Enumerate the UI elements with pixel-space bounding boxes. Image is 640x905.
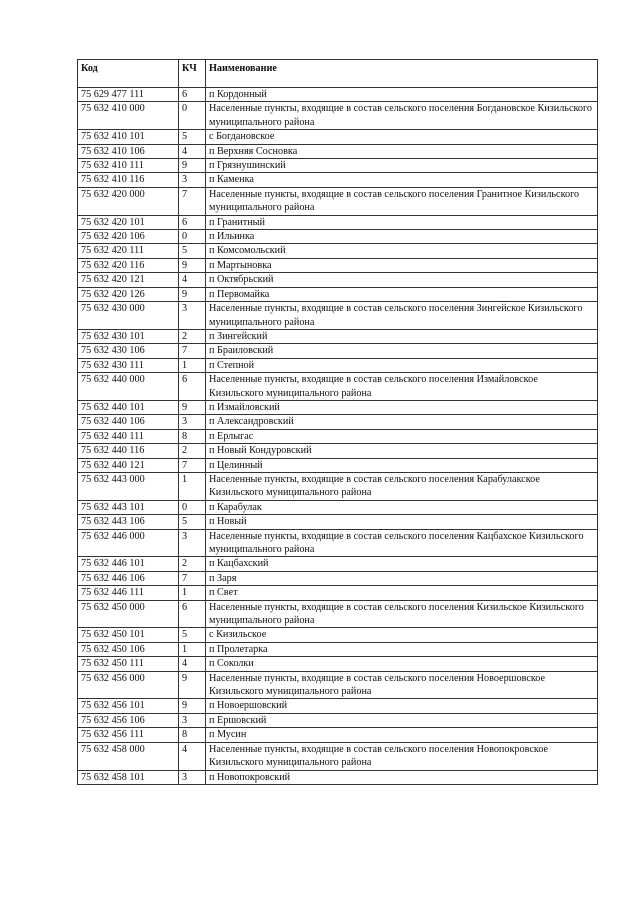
header-name: Наименование [206, 60, 598, 88]
cell-name: с Богдановское [206, 130, 598, 144]
table-row [78, 728, 598, 742]
document-page [77, 59, 597, 785]
cell-kch: 9 [179, 287, 206, 301]
cell-code: 75 632 440 106 [78, 415, 179, 429]
table-row [78, 88, 598, 102]
table-row [78, 187, 598, 215]
cell-kch: 9 [179, 159, 206, 173]
cell-name: п Зингейский [206, 329, 598, 343]
cell-name: п Ерлыгас [206, 429, 598, 443]
cell-kch: 1 [179, 586, 206, 600]
cell-code: 75 632 456 101 [78, 699, 179, 713]
table-row [78, 344, 598, 358]
cell-name: Населенные пункты, входящие в состав сельского поселения Кацбахское Кизильского муниципального района [206, 529, 598, 557]
cell-name: п Мартыновка [206, 258, 598, 272]
cell-name: п Соколки [206, 657, 598, 671]
cell-kch: 2 [179, 557, 206, 571]
cell-kch: 3 [179, 415, 206, 429]
cell-kch: 3 [179, 770, 206, 784]
cell-kch: 9 [179, 400, 206, 414]
table-row [78, 600, 598, 628]
cell-code: 75 632 456 000 [78, 671, 179, 699]
table-row [78, 742, 598, 770]
cell-name: п Грязнушинский [206, 159, 598, 173]
cell-name: п Свет [206, 586, 598, 600]
cell-kch: 3 [179, 713, 206, 727]
cell-kch: 6 [179, 373, 206, 401]
cell-name: п Новоершовский [206, 699, 598, 713]
cell-kch: 5 [179, 244, 206, 258]
cell-name: п Целинный [206, 458, 598, 472]
cell-code: 75 632 420 116 [78, 258, 179, 272]
table-row [78, 657, 598, 671]
header-kch: КЧ [179, 60, 206, 88]
table-row [78, 373, 598, 401]
cell-code: 75 632 446 106 [78, 571, 179, 585]
table-row [78, 713, 598, 727]
cell-name: Населенные пункты, входящие в состав сельского поселения Зингейское Кизильского муниципального района [206, 302, 598, 330]
table-row [78, 429, 598, 443]
cell-name: Населенные пункты, входящие в состав сельского поселения Новопокровское Кизильского муниципального района [206, 742, 598, 770]
cell-kch: 4 [179, 657, 206, 671]
cell-code: 75 632 410 000 [78, 102, 179, 130]
cell-code: 75 632 443 106 [78, 515, 179, 529]
cell-name: с Кизильское [206, 628, 598, 642]
cell-kch: 2 [179, 444, 206, 458]
table-row [78, 173, 598, 187]
cell-code: 75 632 430 111 [78, 358, 179, 372]
cell-kch: 3 [179, 529, 206, 557]
cell-code: 75 632 450 000 [78, 600, 179, 628]
table-row [78, 770, 598, 784]
cell-name: п Октябрьский [206, 273, 598, 287]
table-row [78, 102, 598, 130]
cell-name: п Ершовский [206, 713, 598, 727]
cell-code: 75 632 410 101 [78, 130, 179, 144]
table-row [78, 571, 598, 585]
cell-code: 75 632 410 116 [78, 173, 179, 187]
table-row [78, 515, 598, 529]
cell-name: п Мусин [206, 728, 598, 742]
table-body [78, 88, 598, 785]
cell-code: 75 632 446 111 [78, 586, 179, 600]
cell-code: 75 632 446 101 [78, 557, 179, 571]
cell-name: п Браиловский [206, 344, 598, 358]
cell-code: 75 632 440 116 [78, 444, 179, 458]
cell-code: 75 632 443 101 [78, 500, 179, 514]
table-row [78, 472, 598, 500]
cell-name: Населенные пункты, входящие в состав сельского поселения Измайловское Кизильского муниципального района [206, 373, 598, 401]
cell-name: п Степной [206, 358, 598, 372]
table-row [78, 159, 598, 173]
cell-code: 75 632 458 101 [78, 770, 179, 784]
cell-code: 75 632 420 106 [78, 230, 179, 244]
cell-kch: 7 [179, 187, 206, 215]
table-row [78, 557, 598, 571]
cell-code: 75 632 440 121 [78, 458, 179, 472]
cell-kch: 1 [179, 642, 206, 656]
cell-kch: 4 [179, 273, 206, 287]
cell-name: Населенные пункты, входящие в состав сельского поселения Карабулакское Кизильского муниципального района [206, 472, 598, 500]
table-row [78, 258, 598, 272]
cell-name: п Ильинка [206, 230, 598, 244]
table-row [78, 642, 598, 656]
table-row [78, 586, 598, 600]
cell-kch: 7 [179, 458, 206, 472]
cell-kch: 6 [179, 215, 206, 229]
table-row [78, 444, 598, 458]
cell-kch: 6 [179, 600, 206, 628]
cell-kch: 7 [179, 344, 206, 358]
cell-kch: 3 [179, 302, 206, 330]
cell-kch: 0 [179, 230, 206, 244]
table-header [78, 60, 598, 88]
cell-code: 75 632 410 111 [78, 159, 179, 173]
cell-name: п Каменка [206, 173, 598, 187]
cell-name: Населенные пункты, входящие в состав сельского поселения Новоершовское Кизильского муниципального района [206, 671, 598, 699]
table-row [78, 273, 598, 287]
cell-kch: 5 [179, 628, 206, 642]
cell-name: п Кордонный [206, 88, 598, 102]
cell-kch: 4 [179, 144, 206, 158]
okato-table [77, 59, 598, 785]
cell-name: п Новый Кондуровский [206, 444, 598, 458]
table-row [78, 287, 598, 301]
table-row [78, 130, 598, 144]
table-row [78, 215, 598, 229]
table-row [78, 230, 598, 244]
cell-kch: 4 [179, 742, 206, 770]
table-row [78, 500, 598, 514]
table-row [78, 458, 598, 472]
table-row [78, 529, 598, 557]
cell-kch: 5 [179, 130, 206, 144]
cell-kch: 0 [179, 500, 206, 514]
cell-code: 75 632 456 106 [78, 713, 179, 727]
cell-kch: 7 [179, 571, 206, 585]
cell-name: п Карабулак [206, 500, 598, 514]
cell-name: п Кацбахский [206, 557, 598, 571]
cell-name: п Первомайка [206, 287, 598, 301]
cell-code: 75 632 456 111 [78, 728, 179, 742]
cell-name: п Новопокровский [206, 770, 598, 784]
cell-name: п Александровский [206, 415, 598, 429]
table-row [78, 302, 598, 330]
cell-code: 75 632 450 111 [78, 657, 179, 671]
cell-code: 75 632 440 101 [78, 400, 179, 414]
cell-code: 75 632 440 111 [78, 429, 179, 443]
cell-code: 75 629 477 111 [78, 88, 179, 102]
cell-name: п Гранитный [206, 215, 598, 229]
cell-name: п Новый [206, 515, 598, 529]
cell-name: Населенные пункты, входящие в состав сельского поселения Богдановское Кизильского муниципального района [206, 102, 598, 130]
cell-code: 75 632 430 000 [78, 302, 179, 330]
cell-code: 75 632 458 000 [78, 742, 179, 770]
cell-code: 75 632 446 000 [78, 529, 179, 557]
cell-name: п Измайловский [206, 400, 598, 414]
cell-code: 75 632 420 121 [78, 273, 179, 287]
cell-code: 75 632 450 106 [78, 642, 179, 656]
cell-kch: 9 [179, 671, 206, 699]
cell-kch: 1 [179, 472, 206, 500]
cell-kch: 2 [179, 329, 206, 343]
cell-name: Населенные пункты, входящие в состав сельского поселения Кизильское Кизильского муниципального района [206, 600, 598, 628]
table-row [78, 244, 598, 258]
table-row [78, 329, 598, 343]
cell-kch: 8 [179, 429, 206, 443]
header-code: Код [78, 60, 179, 88]
header-row [78, 60, 598, 88]
cell-code: 75 632 420 101 [78, 215, 179, 229]
cell-code: 75 632 430 101 [78, 329, 179, 343]
cell-kch: 0 [179, 102, 206, 130]
cell-code: 75 632 450 101 [78, 628, 179, 642]
cell-code: 75 632 420 126 [78, 287, 179, 301]
table-row [78, 400, 598, 414]
cell-code: 75 632 420 000 [78, 187, 179, 215]
cell-code: 75 632 420 111 [78, 244, 179, 258]
cell-kch: 8 [179, 728, 206, 742]
cell-code: 75 632 430 106 [78, 344, 179, 358]
cell-kch: 6 [179, 88, 206, 102]
cell-kch: 1 [179, 358, 206, 372]
cell-code: 75 632 443 000 [78, 472, 179, 500]
table-row [78, 144, 598, 158]
cell-kch: 3 [179, 173, 206, 187]
cell-name: п Комсомольский [206, 244, 598, 258]
cell-name: п Верхняя Сосновка [206, 144, 598, 158]
table-row [78, 358, 598, 372]
cell-kch: 9 [179, 699, 206, 713]
cell-name: п Заря [206, 571, 598, 585]
table-row [78, 628, 598, 642]
cell-name: Населенные пункты, входящие в состав сельского поселения Гранитное Кизильского муниципального района [206, 187, 598, 215]
cell-code: 75 632 440 000 [78, 373, 179, 401]
cell-kch: 5 [179, 515, 206, 529]
cell-code: 75 632 410 106 [78, 144, 179, 158]
table-row [78, 415, 598, 429]
cell-name: п Пролетарка [206, 642, 598, 656]
table-row [78, 671, 598, 699]
table-row [78, 699, 598, 713]
cell-kch: 9 [179, 258, 206, 272]
